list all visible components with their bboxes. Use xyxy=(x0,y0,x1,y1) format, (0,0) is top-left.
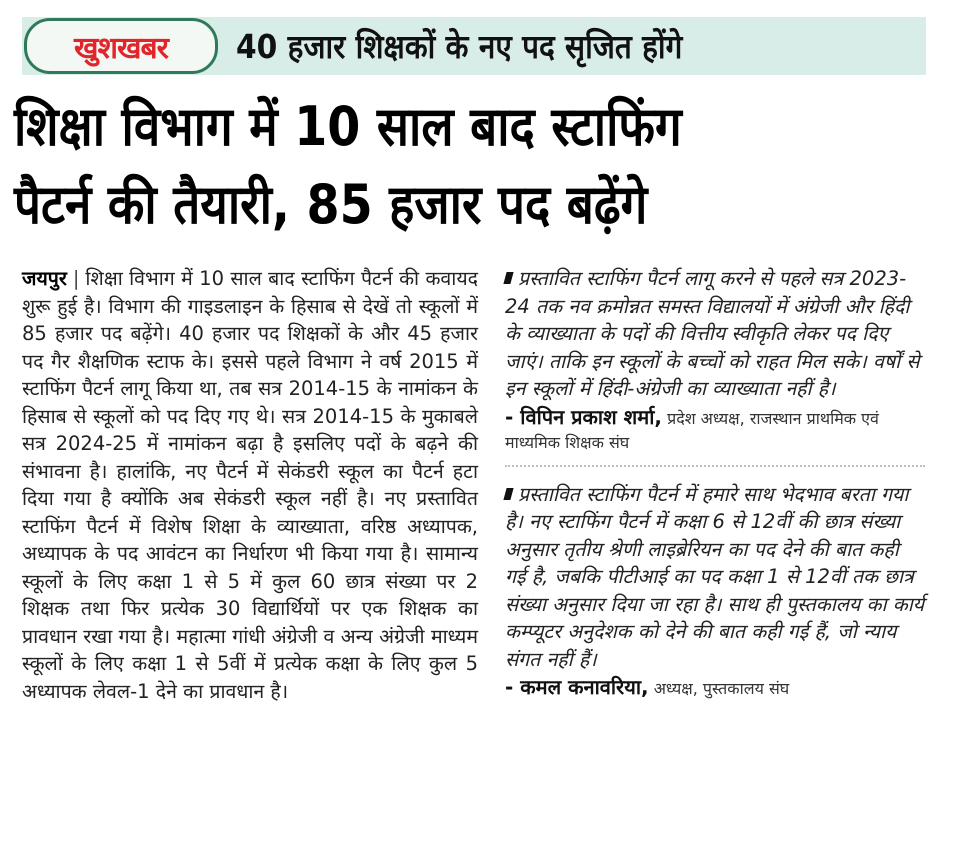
quote-block xyxy=(505,481,925,702)
quote-divider xyxy=(505,465,925,467)
dateline: जयपुर xyxy=(22,267,67,290)
quote-author: - विपिन प्रकाश शर्मा, xyxy=(505,404,662,429)
headline-line-2: पैटर्न की तैयारी, 85 हजार पद बढ़ेंगे xyxy=(14,173,648,236)
quote-attribution xyxy=(505,405,925,455)
kicker-band xyxy=(22,17,926,75)
article-paragraph xyxy=(22,265,478,705)
headline-line-1: शिक्षा विभाग में 10 साल बाद स्टाफिंग xyxy=(14,95,682,158)
quote-text-content: प्रस्तावित स्टाफिंग पैटर्न लागू करने से पहले सत्र 2023-24 तक नव क्रमोन्नत समस्त विद्यालयों में अंग्रेजी और हिंदी के व्याख्याता के पदों की वित्तीय स्वीकृति लेकर पद दिए जाएं। ताकि इन स्कूलों के बच्चों को राहत मिल सके। वर्षों से इन स्कूलों में हिंदी-अंग्रेजी का व्याख्याता नहीं है। xyxy=(505,267,920,400)
quote-text-content: प्रस्तावित स्टाफिंग पैटर्न में हमारे साथ भेदभाव बरता गया है। नए स्टाफिंग पैटर्न में कक्षा 6 से 12वीं की छात्र संख्या अनुसार तृतीय श्रेणी लाइब्रेरियन का पद देने की बात कही गई है, जबकि पीटीआई का पद कक्षा 1 से 12वीं तक छात्र संख्या अनुसार दिया जा रहा है। साथ ही पुस्तकालय का कार्य कम्प्यूटर अनुदेशक को देने की बात कही गई हैं, जो न्याय संगत नहीं हैं। xyxy=(505,482,925,671)
bullet-icon xyxy=(503,272,513,284)
kicker-text: 40 हजार शिक्षकों के नए पद सृजित होंगे xyxy=(236,27,683,66)
khushkhabar-badge: खुशखबर xyxy=(24,18,218,74)
dateline-separator: | xyxy=(72,267,80,290)
quote-author-role: अध्यक्ष, पुस्तकालय संघ xyxy=(653,679,790,698)
headline xyxy=(14,88,850,244)
quote-text xyxy=(505,265,925,403)
quote-block xyxy=(505,265,925,455)
bullet-icon xyxy=(503,488,513,500)
quotes-column xyxy=(505,265,925,701)
quote-text xyxy=(505,481,925,674)
article-text: शिक्षा विभाग में 10 साल बाद स्टाफिंग पैटर्न की कवायद शुरू हुई है। विभाग की गाइडलाइन के हिसाब से देखें तो स्कूलों में 85 हजार पद बढ़ेंगे। 40 हजार पद शिक्षकों के और 45 हजार पद गैर शैक्षणिक स्टाफ के। इससे पहले विभाग ने वर्ष 2015 में स्टाफिंग पैटर्न लागू किया था, तब सत्र 2014-15 के नामांकन के हिसाब से स्कूलों को पद दिए गए थे। सत्र 2014-15 के मुकाबले सत्र 2024-25 में नामांकन बढ़ा है इसलिए पदों के बढ़ने की संभावना है। हालांकि, नए पैटर्न में सेकंडरी स्कूल का पैटर्न हटा दिया गया है क्योंकि अब सेकंडरी स्कूल नहीं है। नए प्रस्तावित स्टाफिंग पैटर्न में विशेष शिक्षा के व्याख्याता, वरिष्ठ अध्यापक, अध्यापक के पद आवंटन का निर्धारण भी किया गया है। सामान्य स्कूलों के लिए कक्षा 1 से 5 में कुल 60 छात्र संख्या पर 2 शिक्षक तथा फिर प्रत्येक 30 विद्यार्थियों पर एक शिक्षक का प्रावधान रखा गया है। महात्मा गांधी अंग्रेजी व अन्य अंग्रेजी माध्यम स्कूलों के लिए कक्षा 1 से 5वीं में प्रत्येक कक्षा के लिए कुल 5 अध्यापक लेवल-1 देने का प्रावधान है। xyxy=(22,267,478,703)
quote-author: - कमल कनावरिया, xyxy=(505,675,649,699)
quote-attribution xyxy=(505,675,925,701)
quote-author-role: प्रदेश अध्यक्ष, राजस्थान प्राथमिक एवं माध्यमिक शिक्षक संघ xyxy=(505,408,879,452)
article-body-column xyxy=(22,265,478,705)
